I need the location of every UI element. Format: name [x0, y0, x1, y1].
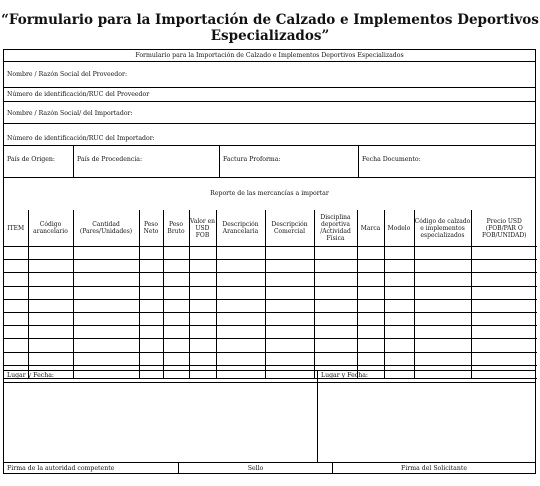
- col-marca: Marca: [357, 210, 384, 247]
- table-cell[interactable]: [471, 326, 537, 339]
- table-cell[interactable]: [314, 247, 357, 260]
- importador-nombre-label: Nombre / Razón Social/ del Importador:: [7, 110, 133, 117]
- reporte-row: [4, 178, 535, 210]
- table-cell[interactable]: [384, 299, 414, 312]
- items-body: [4, 247, 537, 379]
- table-cell[interactable]: [471, 312, 537, 325]
- table-row: [4, 312, 537, 325]
- table-cell[interactable]: [4, 260, 28, 273]
- table-cell[interactable]: [73, 326, 139, 339]
- table-cell[interactable]: [471, 352, 537, 365]
- table-cell[interactable]: [216, 260, 265, 273]
- table-row: [4, 273, 537, 286]
- table-cell[interactable]: [163, 286, 189, 299]
- table-cell[interactable]: [384, 352, 414, 365]
- table-cell[interactable]: [414, 273, 471, 286]
- table-cell[interactable]: [189, 326, 216, 339]
- table-cell[interactable]: [28, 352, 73, 365]
- table-cell[interactable]: [414, 312, 471, 325]
- table-cell[interactable]: [28, 339, 73, 352]
- table-cell[interactable]: [357, 247, 384, 260]
- table-row: [4, 286, 537, 299]
- table-cell[interactable]: [414, 260, 471, 273]
- table-cell[interactable]: [163, 299, 189, 312]
- table-cell[interactable]: [189, 339, 216, 352]
- table-cell[interactable]: [216, 339, 265, 352]
- country-invoice-row: [4, 146, 535, 178]
- table-cell[interactable]: [314, 339, 357, 352]
- table-cell[interactable]: [4, 286, 28, 299]
- table-cell[interactable]: [73, 286, 139, 299]
- lugar-fecha-section: [4, 370, 535, 462]
- table-cell[interactable]: [163, 260, 189, 273]
- table-cell[interactable]: [414, 352, 471, 365]
- table-cell[interactable]: [265, 260, 314, 273]
- table-cell[interactable]: [384, 326, 414, 339]
- pais-procedencia-cell[interactable]: [73, 146, 219, 177]
- table-cell[interactable]: [471, 273, 537, 286]
- table-cell[interactable]: [163, 247, 189, 260]
- table-cell[interactable]: [414, 326, 471, 339]
- table-cell[interactable]: [4, 352, 28, 365]
- col-valor-usd-fob: Valor en USD FOB: [189, 210, 216, 247]
- table-cell[interactable]: [216, 312, 265, 325]
- table-cell[interactable]: [314, 273, 357, 286]
- importador-ruc-label: Número de identificación/RUC del Importador:: [7, 135, 155, 142]
- table-cell[interactable]: [73, 339, 139, 352]
- table-cell[interactable]: [357, 312, 384, 325]
- factura-label: Factura Proforma:: [223, 156, 281, 163]
- table-cell[interactable]: [357, 286, 384, 299]
- table-cell[interactable]: [471, 286, 537, 299]
- table-cell[interactable]: [189, 352, 216, 365]
- col-modelo: Modelo: [384, 210, 414, 247]
- table-cell[interactable]: [265, 339, 314, 352]
- table-cell[interactable]: [139, 286, 163, 299]
- col-descripcion-comercial: Descripción Comercial: [265, 210, 314, 247]
- table-cell[interactable]: [265, 352, 314, 365]
- table-cell[interactable]: [314, 260, 357, 273]
- table-cell[interactable]: [189, 286, 216, 299]
- proveedor-ruc-row[interactable]: [4, 88, 535, 102]
- table-cell[interactable]: [73, 352, 139, 365]
- table-cell[interactable]: [384, 247, 414, 260]
- table-cell[interactable]: [265, 286, 314, 299]
- table-cell[interactable]: [189, 273, 216, 286]
- table-cell[interactable]: [73, 273, 139, 286]
- col-peso-bruto: Peso Bruto: [163, 210, 189, 247]
- table-cell[interactable]: [314, 299, 357, 312]
- table-cell[interactable]: [265, 312, 314, 325]
- table-cell[interactable]: [139, 273, 163, 286]
- table-cell[interactable]: [28, 260, 73, 273]
- table-row: [4, 247, 537, 260]
- table-cell[interactable]: [314, 326, 357, 339]
- document-title: [0, 12, 540, 44]
- table-cell[interactable]: [384, 339, 414, 352]
- table-cell[interactable]: [471, 260, 537, 273]
- col-disciplina-deportiva: Disciplina deportiva /Actividad Física: [314, 210, 357, 247]
- table-cell[interactable]: [414, 286, 471, 299]
- table-cell[interactable]: [314, 352, 357, 365]
- table-cell[interactable]: [414, 299, 471, 312]
- proveedor-nombre-row[interactable]: [4, 62, 535, 88]
- lugar-fecha-left[interactable]: [4, 371, 318, 462]
- col-peso-neto: Peso Neto: [139, 210, 163, 247]
- col-descripcion-arancelaria: Descripción Arancelaria: [216, 210, 265, 247]
- table-cell[interactable]: [265, 273, 314, 286]
- table-cell[interactable]: [139, 326, 163, 339]
- table-cell[interactable]: [4, 312, 28, 325]
- signature-row: [4, 462, 535, 474]
- table-cell[interactable]: [28, 273, 73, 286]
- col-cantidad: Cantidad (Pares/Unidades): [73, 210, 139, 247]
- firma-autoridad-label: Firma de la autoridad competente: [7, 465, 115, 472]
- table-cell[interactable]: [216, 247, 265, 260]
- table-cell[interactable]: [4, 326, 28, 339]
- firma-autoridad-cell[interactable]: [4, 463, 179, 474]
- table-cell[interactable]: [314, 312, 357, 325]
- table-cell[interactable]: [139, 339, 163, 352]
- table-row: [4, 326, 537, 339]
- form-header-row: [4, 50, 535, 62]
- lugar-fecha-right[interactable]: [318, 371, 535, 462]
- col-codigo-calzado: Código de calzado e implementos especializados: [414, 210, 471, 247]
- table-cell[interactable]: [384, 286, 414, 299]
- sello-cell[interactable]: [179, 463, 333, 474]
- table-cell[interactable]: [216, 286, 265, 299]
- table-row: [4, 299, 537, 312]
- table-cell[interactable]: [73, 260, 139, 273]
- form-header: Formulario para la Importación de Calzado e Implementos Deportivos Especializados: [135, 52, 404, 59]
- table-cell[interactable]: [414, 339, 471, 352]
- col-precio-usd: Precio USD (FOB/PAR O FOB/UNIDAD): [471, 210, 537, 247]
- table-cell[interactable]: [384, 260, 414, 273]
- pais-origen-label[interactable]: País de Origen:: [7, 156, 55, 163]
- table-cell[interactable]: [314, 286, 357, 299]
- fecha-documento-label: Fecha Documento:: [362, 156, 421, 163]
- col-item: ITEM: [4, 210, 28, 247]
- table-cell[interactable]: [216, 299, 265, 312]
- table-cell[interactable]: [163, 273, 189, 286]
- table-cell[interactable]: [189, 247, 216, 260]
- firma-solicitante-cell[interactable]: [333, 463, 535, 474]
- table-cell[interactable]: [163, 352, 189, 365]
- items-table: [4, 210, 537, 379]
- table-cell[interactable]: [73, 312, 139, 325]
- table-cell[interactable]: [384, 273, 414, 286]
- table-row: [4, 260, 537, 273]
- table-cell[interactable]: [28, 312, 73, 325]
- table-cell[interactable]: [357, 339, 384, 352]
- table-cell[interactable]: [28, 247, 73, 260]
- sello-label: Sello: [247, 465, 264, 472]
- table-cell[interactable]: [357, 273, 384, 286]
- lugar-fecha-left-label: Lugar y Fecha:: [7, 372, 54, 379]
- col-codigo-arancelario: Código arancelario: [28, 210, 73, 247]
- table-cell[interactable]: [139, 352, 163, 365]
- table-cell[interactable]: [357, 299, 384, 312]
- table-cell[interactable]: [265, 299, 314, 312]
- table-cell[interactable]: [471, 299, 537, 312]
- table-cell[interactable]: [265, 326, 314, 339]
- title-line-1: “Formulario para la Importación de Calzado e Implementos Deportivos: [1, 12, 539, 28]
- lugar-fecha-right-label: Lugar y Fecha:: [321, 372, 368, 379]
- reporte-heading: Reporte de las mercancías a importar: [210, 190, 329, 197]
- table-cell[interactable]: [357, 260, 384, 273]
- title-line-2: Especializados”: [210, 28, 330, 44]
- table-cell[interactable]: [414, 247, 471, 260]
- table-cell[interactable]: [265, 247, 314, 260]
- table-cell[interactable]: [471, 339, 537, 352]
- table-cell[interactable]: [4, 299, 28, 312]
- table-cell[interactable]: [73, 247, 139, 260]
- import-form: [3, 49, 536, 474]
- table-cell[interactable]: [4, 247, 28, 260]
- table-cell[interactable]: [163, 326, 189, 339]
- table-cell[interactable]: [189, 299, 216, 312]
- proveedor-nombre-label: Nombre / Razón Social del Proveedor:: [7, 71, 128, 78]
- table-row: [4, 339, 537, 352]
- table-cell[interactable]: [139, 299, 163, 312]
- table-cell[interactable]: [357, 326, 384, 339]
- table-cell[interactable]: [139, 312, 163, 325]
- table-cell[interactable]: [163, 312, 189, 325]
- importador-ruc-row[interactable]: [4, 124, 535, 146]
- table-cell[interactable]: [357, 352, 384, 365]
- table-cell[interactable]: [28, 299, 73, 312]
- table-row: [4, 352, 537, 365]
- table-cell[interactable]: [73, 299, 139, 312]
- table-cell[interactable]: [189, 312, 216, 325]
- table-cell[interactable]: [163, 339, 189, 352]
- table-cell[interactable]: [28, 286, 73, 299]
- table-cell[interactable]: [216, 352, 265, 365]
- table-cell[interactable]: [384, 312, 414, 325]
- pais-procedencia-label: País de Procedencia:: [77, 156, 143, 163]
- items-header-row: [4, 210, 537, 247]
- importador-nombre-row[interactable]: [4, 102, 535, 124]
- table-cell[interactable]: [139, 260, 163, 273]
- table-cell[interactable]: [28, 326, 73, 339]
- table-cell[interactable]: [216, 273, 265, 286]
- fecha-documento-cell[interactable]: [358, 146, 535, 177]
- table-cell[interactable]: [189, 260, 216, 273]
- firma-solicitante-label: Firma del Solicitante: [401, 465, 467, 472]
- factura-cell[interactable]: [219, 146, 358, 177]
- table-cell[interactable]: [139, 247, 163, 260]
- table-cell[interactable]: [4, 273, 28, 286]
- table-cell[interactable]: [471, 247, 537, 260]
- table-cell[interactable]: [216, 326, 265, 339]
- table-cell[interactable]: [4, 339, 28, 352]
- proveedor-ruc-label: Número de identificación/RUC del Proveedor: [7, 91, 150, 98]
